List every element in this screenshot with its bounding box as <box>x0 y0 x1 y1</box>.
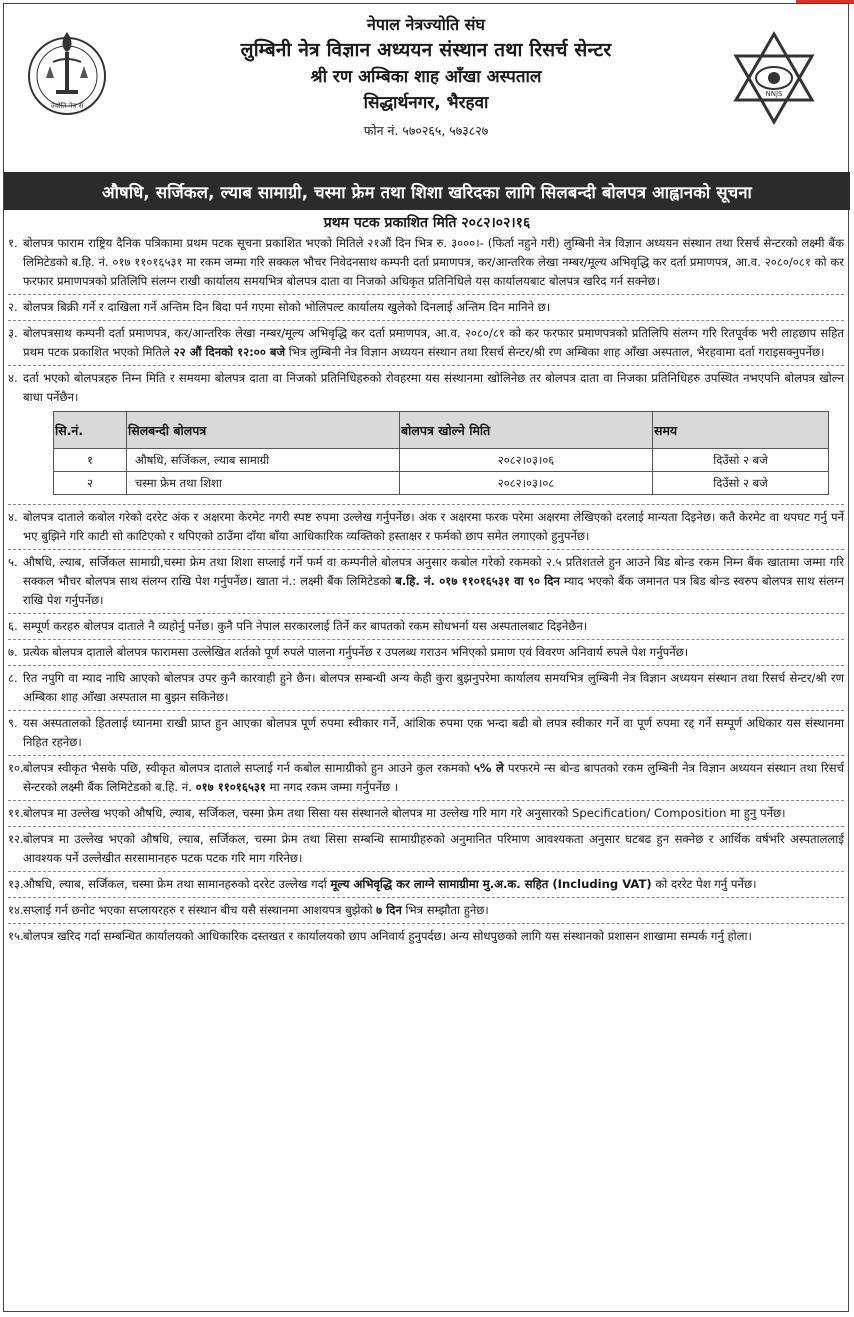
institute-name: लुम्बिनी नेत्र विज्ञान अध्ययन संस्थान तथा रिसर्च सेन्टर <box>240 39 612 61</box>
clause-text: दर्ता भएको बोलपत्रहरु निम्न मिति र समयमा बोलपत्र दाता वा निजको प्रतिनिधिहरुको रोवहरमा यस संस्थानमा खोलिनेछ तर बोलपत्र दाता वा निजका प्रतिनिधिहरु उपस्थित नभएपनि बोलपत्र खोल्न बाधा पर्नेछैन। <box>23 371 844 404</box>
table-cell: चस्मा फ्रेम तथा शिशा <box>127 472 400 495</box>
clause-text: मा नगद रकम जम्मा गर्नुपर्नेछ । <box>269 780 399 794</box>
clause-text: भित्र सम्झौता हुनेछ। <box>405 903 489 917</box>
letterhead-text <box>134 14 718 142</box>
clause-number: ४. <box>8 371 18 385</box>
table-header: सि.नं. <box>54 412 127 449</box>
clause-text: भित्र लुम्बिनी नेत्र विज्ञान अध्ययन संस्थान तथा रिसर्च सेन्टर/श्री रण अम्बिका शाह आँखा अस्पताल, भैरहवामा दर्ता गराइसक्नुपर्नेछ। <box>288 345 825 359</box>
table-row <box>54 472 829 495</box>
phone-numbers: फोन नं. ५७०२६५, ५७३८२७ <box>363 123 489 138</box>
clause-text: प्रत्येक बोलपत्र दाताले बोलपत्र फारामसा उल्लेखित शर्तको पूर्ण रुपले पालना गर्नुपर्नेछ र उपलब्ध गराउन भनिएको प्रमाण एवं विवरण अनिवार्य रुपले पेश गर्नुपर्नेछ। <box>23 645 689 659</box>
clause-13 <box>8 875 844 898</box>
clause-text: बोलपत्र बिक्री गर्ने र दाखिला गर्ने अन्तिम दिन बिदा पर्न गएमा सोको भोलिपल्ट कार्यालय खुलेको दिनलाई अन्तिम दिन मानिने छ। <box>23 300 551 314</box>
clause-text: औषधि, ल्याब, सर्जिकल सामाग्री,चस्मा फ्रेम तथा शिशा सप्लाई गर्ने फर्म वा कम्पनीले बोलपत्र अनुसार कबोल गरेको रकमको २.५ प्रतिशतले हुन आउने बिड बोन्ड रकम निम्न बैंक खातामा जम्मा गरि सक्कल भौचर बोलपत्र साथ संलग्न राखि पेश गर्नुपर्नेछ। खाता नं.: लक्ष्मी बैंक लिमिटेडको <box>23 555 844 588</box>
clause-text: म्याद भएको बैंक जमानत पत्र बिड बोन्ड स्वरुप बोलपत्र साथ संलग्न राखि पेश गर्नुपर्नेछ। <box>23 574 844 607</box>
clause-7 <box>8 643 844 666</box>
clause-text: बोलपत्र स्वीकृत भैसके पछि, स्वीकृत बोलपत्र दाताले सप्लाई गर्न कबोल सामाग्रीको हुन आउने कुल रकमको <box>23 761 470 775</box>
clause-number: ५. <box>8 555 18 569</box>
clause-14 <box>8 901 844 924</box>
clause-number: २. <box>8 300 18 314</box>
clause-12 <box>8 830 844 872</box>
notice-title-banner: औषधि, सर्जिकल, ल्याब सामाग्री, चस्मा फ्रेम तथा शिशा खरिदका लागि सिलबन्दी बोलपत्र आह्वानको सूचना <box>4 172 850 210</box>
emblem-logo-left <box>26 22 108 126</box>
table-cell: औषधि, सर्जिकल, ल्याब सामाग्री <box>127 449 400 472</box>
clause-text: सम्पूर्ण करहरु बोलपत्र दाताले नै व्यहोर्नु पर्नेछ। कुनै पनि नेपाल सरकारलाई तिर्ने कर बापतको रकम सोधभर्ना यस अस्पतालबाट दिइनेछैन। <box>23 619 588 633</box>
clause-3 <box>8 324 844 366</box>
letterhead <box>4 4 848 176</box>
clause-number: ३. <box>8 326 18 340</box>
clause-15 <box>8 927 844 949</box>
star-emblem-logo-right <box>726 30 822 126</box>
clause-number: ६. <box>8 619 18 633</box>
clause-number: १५. <box>8 929 24 943</box>
notice-clauses <box>8 234 844 952</box>
clause-text: को दररेट पेश गर्नु पर्नेछ। <box>655 877 757 891</box>
clause-percent-bold: ५% ले <box>473 761 504 775</box>
clause-text: बोलपत्र मा उल्लेख भएको औषधि, ल्याब, सर्जिकल, चस्मा फ्रेम तथा सिसा यस संस्थानले बोलपत्र मा उल्लेख गरि माग गरे अनुसारको Specification/ Composition मा हुनु पर्नेछ। <box>23 806 786 820</box>
clause-text: बोलपत्र मा उल्लेख भएको औषधि, ल्याब, सर्जिकल, चस्मा फ्रेम तथा सिसा सम्बन्धि सामाग्रीहरुको अनुमानित परिमाण आवश्यकता अनुसार घटबढ हुन सक्नेछ र आर्थिक वर्षभरि अस्पताललाई आवश्यक पर्ने उल्लेखीत सरसामानहरु पटक पटक गरि माग गरिनेछ। <box>23 832 844 865</box>
clause-account-bold: ब.हि. नं. ०१७ ११०१६५३१ वा ९० दिन <box>395 574 560 588</box>
logo-right-text: NNJS <box>765 90 783 98</box>
clause-number: १३. <box>8 877 24 891</box>
clause-account-bold: ०१७ ११०१६५३१ <box>195 780 266 794</box>
table-cell: २०८२।०३।०८ <box>400 472 653 495</box>
clause-4b <box>8 508 844 550</box>
clause-text: बोलपत्र खरिद गर्दा सम्बन्धित कार्यालयको आधिकारिक दस्तखत र कार्यालयको छाप अनिवार्य हुनुपर्दछ। अन्य सोधपुछको लागि यस संस्थानको प्रशासन शाखामा सम्पर्क गर्नु होला। <box>23 929 752 943</box>
clause-number: ७. <box>8 645 18 659</box>
clause-1 <box>8 234 844 295</box>
clause-text: बोलपत्र फाराम राष्ट्रिय दैनिक पत्रिकामा प्रथम पटक सूचना प्रकाशित भएको मितिले २१औं दिन भित्र रु. ३०००।- (फिर्ता नहुने गरी) लुम्बिनी नेत्र विज्ञान अध्ययन संस्थान तथा रिसर्च सेन्टरको लक्ष्मी बैंक लिमिटेडको ब.हि. नं. ०१७ ११०१६५३१ मा रकम जम्मा गरि सक्कल भौचर निवेदनसाथ कम्पनी दर्ता प्रमाणपत्र, कर/आन्तरिक लेखा नम्बर/मूल्य अभिवृद्धि कर दर्ता प्रमाणपत्र, आ.व. २०८०/०८१ को कर फरफार प्रमाणपत्रको प्रतिलिपि संलग्न राखी कार्यालय समयभित्र बोलपत्र दाता वा निजको अधिकृत प्रतिनिधिले यस कार्यालयबाट बोलपत्र खरिद गर्न सक्नेछ। <box>23 236 844 288</box>
clause-9 <box>8 714 844 756</box>
clause-10 <box>8 759 844 801</box>
table-cell: दिउँसो २ बजे <box>653 449 829 472</box>
clause-text: रित नपुगि वा म्याद नाघि आएको बोलपत्र उपर कुनै कारवाही हुने छैन। बोलपत्र सम्बन्धी अन्य केही कुरा बुझनुपरेमा कार्यालय समयभित्र लुम्बिनी नेत्र विज्ञान अध्ययन संस्थान तथा रिसर्च सेन्टर/श्री रण अम्बिका शाह आँखा अस्पताल मा बुझन सकिनेछ। <box>23 671 844 704</box>
table-cell: २ <box>54 472 127 495</box>
clause-deadline-bold: २२ औं दिनको १२:०० बजे <box>173 345 286 359</box>
clause-number: १४. <box>8 903 24 917</box>
clause-6 <box>8 617 844 640</box>
hospital-name: श्री रण अम्बिका शाह आँखा अस्पताल <box>310 67 542 87</box>
clause-number: १२. <box>8 832 24 846</box>
table-cell: २०८२।०३।०६ <box>400 449 653 472</box>
clause-5 <box>8 553 844 614</box>
clause-number: १. <box>8 236 18 250</box>
table-header: सिलबन्दी बोलपत्र <box>127 412 400 449</box>
clause-text: औषधि, ल्याब, सर्जिकल, चस्मा फ्रेम तथा सामानहरुको दररेट उल्लेख गर्दा <box>23 877 327 891</box>
clause-number: १०. <box>8 761 24 775</box>
clause-text: यस अस्पतालको हितलाई ध्यानमा राखी प्राप्त हुन आएका बोलपत्र पूर्ण रुपमा स्वीकार गर्ने, आंशिक रुपमा एक भन्दा बढी बो लपत्र स्वीकार गर्ने वा पूर्ण रुपमा रद्द गर्ने सम्पूर्ण अधिकार यस संस्थानमा निहित रहनेछ। <box>23 716 844 749</box>
table-header-row <box>54 412 829 449</box>
clause-number: ९. <box>8 716 18 730</box>
table-cell: दिउँसो २ बजे <box>653 472 829 495</box>
clause-text: परफरमे न्स बोन्ड बापतको रकम लुम्बिनी नेत्र विज्ञान अध्ययन संस्थान तथा रिसर्च सेन्टरको लक्ष्मी बैंक लिमिटेडको ब.हि. नं. <box>23 761 844 794</box>
table-header: बोलपत्र खोल्ने मिति <box>400 412 653 449</box>
clause-number: ८. <box>8 671 18 685</box>
logo-left-text: ज्योति नेत्र सं <box>50 102 84 110</box>
clause-text: बोलपत्र दाताले कबोल गरेको दररेट अंक र अक्षरमा केरमेट नगरी स्पष्ट रुपमा उल्लेख गर्नुपर्नेछ। अंक र अक्षरमा फरक परेमा अक्षरमा लेखिएको दरलाई मान्यता दिइनेछ। कतै केरमेट वा थपघट गर्नु पर्ने भए बुझिने गरि काटी सो काटिएको र थपिएको ठाउँमा दाँया बाँया आधिकारिक व्यक्तिको हस्ताक्षर र फर्मको छाप समेत लगाएको हुनुपर्नेछ। <box>23 510 844 543</box>
clause-days-bold: ७ दिन <box>376 903 402 917</box>
tender-opening-table <box>53 411 829 495</box>
table-cell: १ <box>54 449 127 472</box>
table-header: समय <box>653 412 829 449</box>
city-name: सिद्धार्थनगर, भैरहवा <box>363 93 489 113</box>
clause-2 <box>8 298 844 321</box>
table-row <box>54 449 829 472</box>
clause-4 <box>8 369 844 505</box>
org-name: नेपाल नेत्रज्योति संघ <box>367 15 485 34</box>
clause-text: बोलपत्रसाथ कम्पनी दर्ता प्रमाणपत्र, कर/आन्तरिक लेखा नम्बर/मूल्य अभिवृद्धि कर दर्ता प्रमाणपत्र, आ.व. २०८०/८१ को कर फरफार प्रमाणपत्रको प्रतिलिपि संलग्न गरि रितपूर्वक भरी लाहछाप सहित प्रथम पटक प्रकाशित भएको मितिले <box>23 326 844 359</box>
clause-text: सप्लाई गर्न छनोट भएका सप्लायरहरु र संस्थान बीच यसै संस्थानमा आशयपत्र बुझेको <box>23 903 373 917</box>
clause-vat-bold: मूल्य अभिवृद्धि कर लाग्ने सामाग्रीमा मु.अ.क. सहित (Including VAT) <box>330 877 652 891</box>
clause-number: ४. <box>8 510 18 524</box>
published-date: प्रथम पटक प्रकाशित मिति २०८२।०२।१६ <box>323 215 531 231</box>
clause-8 <box>8 669 844 711</box>
clause-number: ११. <box>8 806 24 820</box>
clause-11 <box>8 804 844 827</box>
